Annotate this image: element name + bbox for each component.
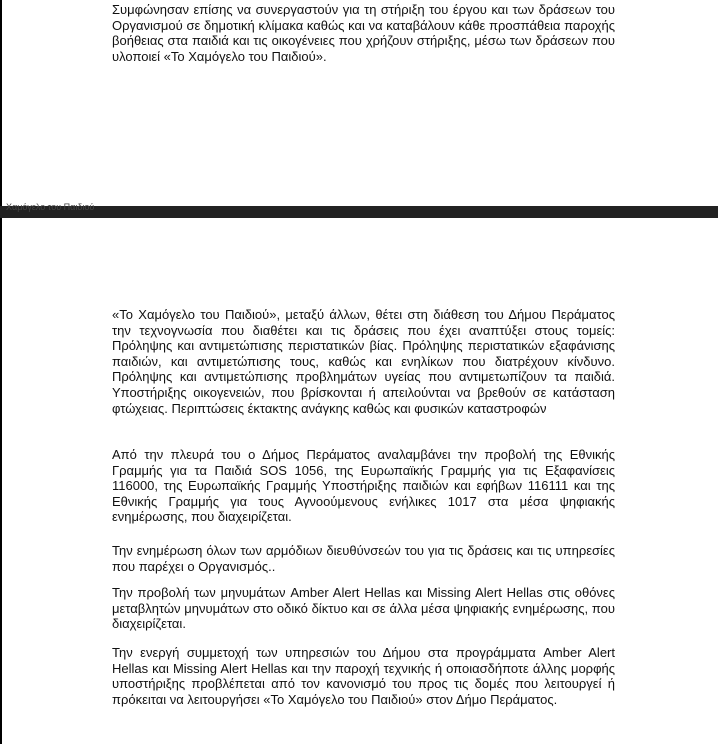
paragraph-expertise: «Το Χαμόγελο του Παιδιού», μεταξύ άλλων, θέτει στη διάθεση του Δήμου Περάματος την τεχνογνωσία που διαθέτει και τις δράσεις που έχει αναπτύξει στους τομείς: Πρόληψης και αντιμετώπισης περιστατικών βίας. Πρόληψης περιστατικών εξαφάνισης παιδιών, και αντιμετώπισης τους, καθώς και ενηλίκων που διατρέχουν κίνδυνο. Πρόληψης και αντιμετώπισης προβλημάτων υγείας που αντιμετωπίζουν τα παιδιά. Υποστήριξης οικογενειών, που βρίσκονται ή απειλούνται να βρεθούν σε κατάσταση φτώχειας. Περιπτώσεις έκτακτης ανάγκης καθώς και φυσικών καταστροφών <box>112 307 615 416</box>
paragraph-agreement: Συμφώνησαν επίσης να συνεργαστούν για τη στήριξη του έργου και των δράσεων του Οργανισμού σε δημοτική κλίμακα καθώς και να καταβάλουν κάθε προσπάθεια παροχής βοήθειας στα παιδιά και τις οικογένειες που χρήζουν στήριξης, μέσω των δράσεων που υλοποιεί «Το Χαμόγελο του Παιδιού». <box>112 2 615 64</box>
document-page-top <box>0 0 718 206</box>
paragraph-participation: Την ενεργή συμμετοχή των υπηρεσιών του Δήμου στα προγράμματα Amber Alert Hellas και Missing Alert Hellas και την παροχή τεχνικής ή οποιασδήποτε άλλης μορφής υποστήριξης προβλέπεται από τον κανονισμό του προς τις δομές που λειτουργεί ή πρόκειται να λειτουργήσει «Το Χαμόγελο του Παιδιού» στον Δήμο Περάματος. <box>112 645 615 707</box>
page-break <box>0 202 718 218</box>
page-break-running-text: Χαμόγελο του Παιδιού <box>6 202 95 212</box>
paragraph-directorates: Την ενημέρωση όλων των αρμόδιων διευθύνσεών του για τις δράσεις και τις υπηρεσίες που παρέχει ο Οργανισμός.. <box>112 543 615 574</box>
paragraph-helplines: Από την πλευρά του ο Δήμος Περάματος αναλαμβάνει την προβολή της Εθνικής Γραμμής για τα Παιδιά SOS 1056, της Ευρωπαϊκής Γραμμής για τις Εξαφανίσεις 116000, της Ευρωπαϊκής Γραμμής Υποστήριξης παιδιών και εφήβων 116111 και της Εθνικής Γραμμής για τους Αγνοούμενους ενήλικες 1017 στα μέσα ψηφιακής ενημέρωσης, που διαχειρίζεται. <box>112 447 615 525</box>
paragraph-alert-messages: Την προβολή των μηνυμάτων Amber Alert Hellas και Missing Alert Hellas στις οθόνες μεταβλητών μηνυμάτων στο οδικό δίκτυο και σε άλλα μέσα ψηφιακής ενημέρωσης, που διαχειρίζεται. <box>112 585 615 632</box>
document-page-bottom <box>0 218 718 744</box>
